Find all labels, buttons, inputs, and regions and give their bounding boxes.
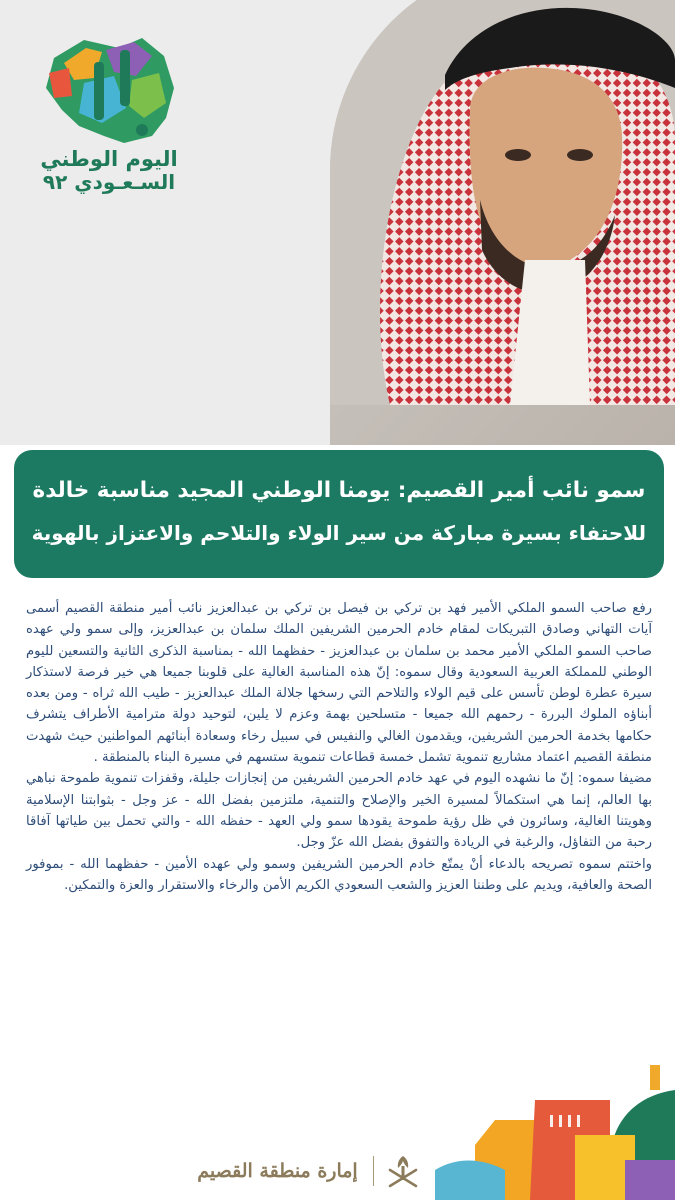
portrait-panel [330, 0, 675, 445]
portrait-photo [330, 0, 675, 405]
saudi-emblem-icon [384, 1152, 422, 1190]
article-paragraph: مضيفا سموه: إنّ ما نشهده اليوم في عهد خادم الحرمين الشريفين من إنجازات جليلة، وقفزات تنموية طموحة نباهي بها العالم، إنما هي استكمالاً لمسيرة الخير والإصلاح والتنمية، ملتزمين بفضل الله - عز وجل - بثوابتنا الإسلامية وهويتنا الغالية، وسائرون في ظل رؤية طموحة يقودها سمو ولي العهد - حفظه الله - والتي تحمل بين طياتها آفاقا رحبة من التفاؤل، والرغبة في الريادة والتفوق بفضل الله عزّ وجل. [26, 771, 652, 851]
national-day-caption [26, 148, 192, 193]
footer-brand [190, 1150, 500, 1194]
headline-banner [14, 450, 664, 578]
logo-line1: اليوم الوطني [40, 147, 178, 171]
article-body [26, 598, 652, 896]
article-paragraph: رفع صاحب السمو الملكي الأمير فهد بن تركي بن فيصل بن تركي بن عبدالعزيز نائب أمير منطقة القصيم أسمى آيات التهاني وصادق التبريكات لمقام خادم الحرمين الشريفين الملك سلمان بن عبدالعزيز، وإلى سمو ولي عهده صاحب السمو الملكي الأمير محمد بن سلمان بن عبدالعزيز - حفظهما الله - بمناسبة الذكرى الثانية والتسعين لليوم الوطني للمملكة العربية السعودية وقال سموه: إنّ هذه المناسبة الغالية على قلوبنا جميعا هي خير فرصة لاستذكار سيرة عطرة لوطن تأسس على قيم الولاء والتلاحم التي رسخها جلالة الملك عبدالعزيز - طيب الله ثراه - ومن بعده أبناؤه الملوك البررة - رحمهم الله جميعا - متسلحين بهمة وعزم لا يلين، لتوحيد دولة مترامية الأطراف يتشرف حكامها بخدمة الحرمين الشريفين، ويقدمون الغالي والنفيس في سبيل رخاء وسعادة أبنائهم المواطنين حيث شهدت منطقة القصيم اعتماد مشاريع تنموية تشمل خمسة قطاعات تنموية ستسهم في مسيرة البناء بالمنطقة . [26, 601, 652, 766]
footer-authority-name: إمارة منطقة القصيم [197, 1160, 358, 1182]
headline-line2: للاحتفاء بسيرة مباركة من سير الولاء والتلاحم والاعتزاز بالهوية [31, 521, 646, 545]
article-paragraph: واختتم سموه تصريحه بالدعاء أنْ يمتّع خادم الحرمين الشريفين وسمو ولي عهده الأمين - حفظهما الله - بموفور الصحة والعافية، ويديم على وطننا العزيز والشعب السعودي الكريم الأمن والرخاء والاستقرار والعزة والتمكين. [26, 856, 652, 893]
headline-line1: سمو نائب أمير القصيم: يومنا الوطني المجيد مناسبة خالدة [32, 478, 646, 503]
footer-divider [373, 1156, 374, 1186]
logo-line2: السـعـودي ٩٢ [42, 170, 176, 195]
